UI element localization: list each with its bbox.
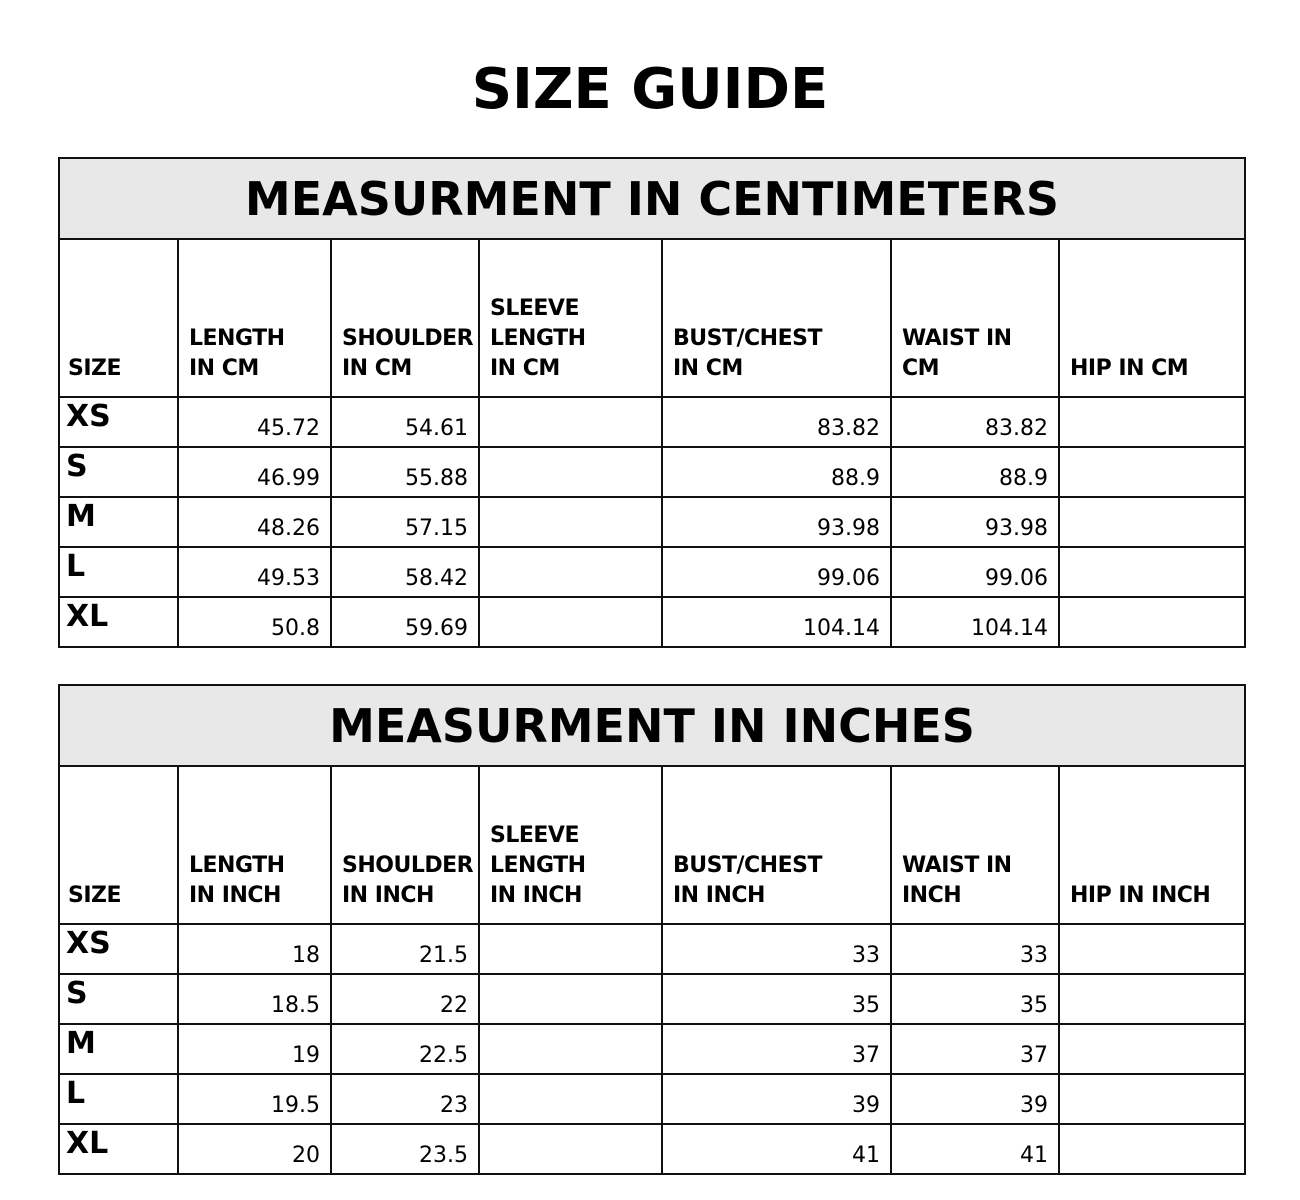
waist-value: 39 [891,1074,1059,1124]
sleeve-value [479,924,662,974]
column-header-hip: HIP IN INCH [1059,766,1245,924]
shoulder-value: 22 [331,974,479,1024]
length-value: 45.72 [178,397,331,447]
size-label: XS [59,924,178,974]
column-header-size: SIZE [59,239,178,397]
column-header-size: SIZE [59,766,178,924]
bust-value: 83.82 [662,397,891,447]
column-header-bust: BUST/CHEST IN CM [662,239,891,397]
length-value: 48.26 [178,497,331,547]
sleeve-value [479,597,662,647]
hip-value [1059,1024,1245,1074]
hip-value [1059,547,1245,597]
sleeve-value [479,497,662,547]
table-header-row [59,239,1245,397]
hip-value [1059,597,1245,647]
sleeve-value [479,1124,662,1174]
bust-value: 99.06 [662,547,891,597]
hip-value [1059,397,1245,447]
column-header-shoulder: SHOULDER IN INCH [331,766,479,924]
table-row [59,1124,1245,1174]
column-header-shoulder: SHOULDER IN CM [331,239,479,397]
shoulder-value: 54.61 [331,397,479,447]
bust-value: 37 [662,1024,891,1074]
bust-value: 41 [662,1124,891,1174]
size-label: M [59,497,178,547]
shoulder-value: 23 [331,1074,479,1124]
shoulder-value: 59.69 [331,597,479,647]
centimeters-table [58,157,1246,648]
bust-value: 33 [662,924,891,974]
waist-value: 99.06 [891,547,1059,597]
table-row [59,1024,1245,1074]
length-value: 18 [178,924,331,974]
hip-value [1059,924,1245,974]
waist-value: 83.82 [891,397,1059,447]
sleeve-value [479,447,662,497]
shoulder-value: 57.15 [331,497,479,547]
hip-value [1059,974,1245,1024]
column-header-length: LENGTH IN INCH [178,766,331,924]
shoulder-value: 21.5 [331,924,479,974]
table-caption: MEASURMENT IN CENTIMETERS [59,158,1245,239]
length-value: 49.53 [178,547,331,597]
hip-value [1059,497,1245,547]
table-row [59,497,1245,547]
table-row [59,1074,1245,1124]
waist-value: 35 [891,974,1059,1024]
column-header-length: LENGTH IN CM [178,239,331,397]
length-value: 46.99 [178,447,331,497]
bust-value: 39 [662,1074,891,1124]
shoulder-value: 22.5 [331,1024,479,1074]
length-value: 50.8 [178,597,331,647]
length-value: 18.5 [178,974,331,1024]
size-label: S [59,974,178,1024]
page-title: SIZE GUIDE [471,57,829,122]
sleeve-value [479,397,662,447]
waist-value: 37 [891,1024,1059,1074]
column-header-bust: BUST/CHEST IN INCH [662,766,891,924]
size-label: XL [59,597,178,647]
size-label: XS [59,397,178,447]
size-label: XL [59,1124,178,1174]
sleeve-value [479,1024,662,1074]
table-row [59,924,1245,974]
shoulder-value: 58.42 [331,547,479,597]
bust-value: 35 [662,974,891,1024]
length-value: 19 [178,1024,331,1074]
waist-value: 93.98 [891,497,1059,547]
sleeve-value [479,974,662,1024]
size-label: S [59,447,178,497]
shoulder-value: 55.88 [331,447,479,497]
sleeve-value [479,1074,662,1124]
waist-value: 41 [891,1124,1059,1174]
table-row [59,447,1245,497]
shoulder-value: 23.5 [331,1124,479,1174]
table-header-row [59,766,1245,924]
sleeve-value [479,547,662,597]
waist-value: 33 [891,924,1059,974]
table-caption: MEASURMENT IN INCHES [59,685,1245,766]
size-label: L [59,1074,178,1124]
length-value: 20 [178,1124,331,1174]
hip-value [1059,1124,1245,1174]
column-header-hip: HIP IN CM [1059,239,1245,397]
table-row [59,547,1245,597]
waist-value: 88.9 [891,447,1059,497]
inches-table [58,684,1246,1175]
size-label: L [59,547,178,597]
length-value: 19.5 [178,1074,331,1124]
column-header-sleeve: SLEEVE LENGTH IN INCH [479,766,662,924]
table-row [59,974,1245,1024]
table-row [59,397,1245,447]
hip-value [1059,1074,1245,1124]
table-row [59,597,1245,647]
column-header-sleeve: SLEEVE LENGTH IN CM [479,239,662,397]
waist-value: 104.14 [891,597,1059,647]
bust-value: 104.14 [662,597,891,647]
bust-value: 88.9 [662,447,891,497]
bust-value: 93.98 [662,497,891,547]
column-header-waist: WAIST IN INCH [891,766,1059,924]
size-label: M [59,1024,178,1074]
column-header-waist: WAIST IN CM [891,239,1059,397]
hip-value [1059,447,1245,497]
